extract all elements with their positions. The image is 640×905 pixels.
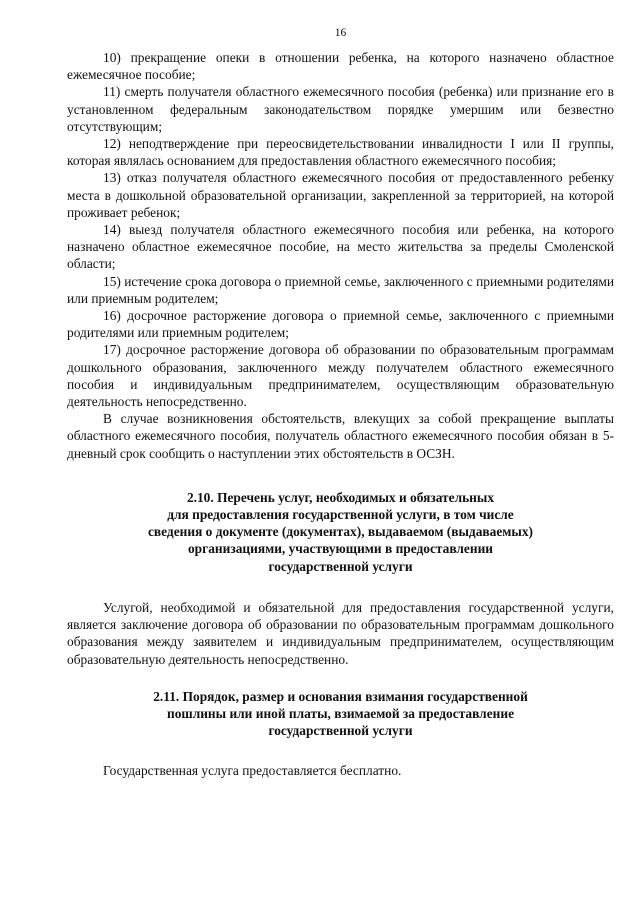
section-2-10-text: Услугой, необходимой и обязательной для предоставления государственной услуги, является заключение договора об образовании по образовательным программам дошкольного образования между заявителем и индивидуальным предпринимателем, осуществляющим образовательную деятельность непосредственно.	[67, 599, 614, 667]
list-item: 17) досрочное расторжение договора об образовании по образовательным программам дошкольного образования, заключенного между получателем областного ежемесячного пособия и индивидуальным предпринимателем, осуществляющим образовательную деятельность непосредственно.	[67, 342, 614, 410]
section-2-11-text: Государственная услуга предоставляется бесплатно.	[103, 763, 402, 779]
heading-line: 2.11. Порядок, размер и основания взимания государственной	[153, 688, 528, 704]
section-2-11-heading	[67, 688, 614, 740]
closing-paragraph: В случае возникновения обстоятельств, влекущих за собой прекращение выплаты областного ежемесячного пособия, получатель областного ежемесячного пособия обязан в 5-дневный срок сообщить о наступлении этих обстоятельств в ОСЗН.	[67, 411, 614, 461]
page-number: 16	[334, 27, 347, 39]
list-item: 11) смерть получателя областного ежемесячного пособия (ребенка) или признание его в установленном федеральным законодательством порядке умершим или безвестно отсутствующим;	[67, 84, 614, 134]
termination-list	[67, 49, 614, 410]
list-item: 16) досрочное расторжение договора о приемной семье, заключенного с приемными родителями или приемным родителем;	[67, 308, 614, 341]
heading-line: организациями, участвующими в предоставлении	[187, 541, 493, 557]
heading-line: сведения о документе (документах), выдаваемом (выдаваемых)	[147, 524, 534, 540]
list-item: 14) выезд получателя областного ежемесячного пособия или ребенка, на которого назначено областное ежемесячное пособие, на место жительства за пределы Смоленской области;	[67, 222, 614, 272]
heading-line: для предоставления государственной услуги, в том числе	[167, 507, 514, 523]
list-item: 13) отказ получателя областного ежемесячного пособия от предоставленного ребенку места в дошкольной образовательной организации, закрепленной за территорией, на которой проживает ребенок;	[67, 170, 614, 220]
document-page	[67, 27, 614, 780]
list-item: 12) неподтверждение при переосвидетельствовании инвалидности I или II группы, которая являлась основанием для предоставления областного ежемесячного пособия;	[67, 136, 614, 169]
heading-line: государственной услуги	[268, 558, 413, 574]
heading-line: государственной услуги	[268, 723, 413, 739]
list-item: 10) прекращение опеки в отношении ребенка, на которого назначено областное ежемесячное пособие;	[67, 50, 614, 83]
list-item: 15) истечение срока договора о приемной семье, заключенного с приемными родителями или приемным родителем;	[67, 273, 614, 306]
section-2-10-heading	[67, 489, 614, 575]
heading-line: 2.10. Перечень услуг, необходимых и обязательных	[186, 489, 495, 505]
heading-line: пошлины или иной платы, взимаемой за предоставление	[166, 705, 515, 721]
